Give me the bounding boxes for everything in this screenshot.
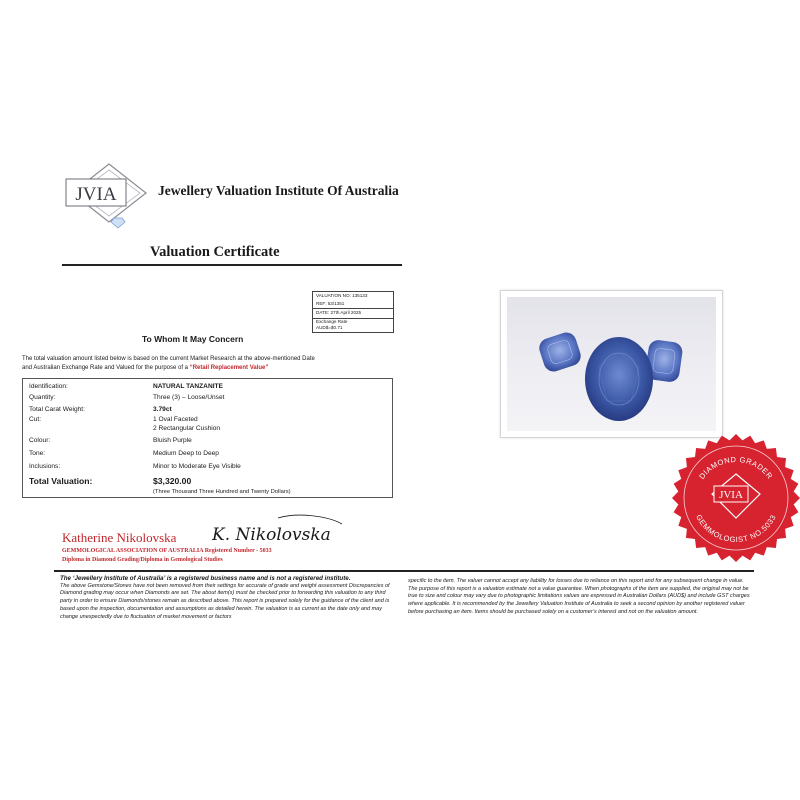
gemmologist-seal — [670, 432, 800, 564]
salutation: To Whom It May Concern — [142, 334, 244, 344]
seal-center-text: JVIA — [719, 489, 743, 501]
cut-value-2: 2 Rectangular Cushion — [153, 425, 221, 432]
tone-value: Medium Deep to Deep — [153, 450, 219, 457]
exchange-label: Exchange Rate — [313, 318, 393, 326]
reference: REF: 53/1351 — [316, 300, 345, 306]
registration-line: GEMMOLOGICAL ASSOCIATION OF AUSTRALIA Registered Number - 5033 — [62, 548, 272, 554]
quantity-value: Three (3) – Loose/Unset — [153, 394, 225, 401]
handwritten-signature — [208, 510, 348, 550]
valuation-info-box — [312, 291, 394, 333]
valuation-date: DATE: 27th April 2025 — [313, 308, 393, 317]
inclusions-label: Inclusions: — [29, 463, 61, 470]
seal-bottom-text: GEMMOLOGIST NO.5033 — [694, 513, 778, 545]
title-divider — [62, 264, 402, 266]
intro-line-2: and Australian Exchange Rate and Valued for the purpose of a — [22, 364, 189, 371]
inclusions-value: Minor to Moderate Eye Visible — [153, 463, 241, 470]
gemstone-photo — [500, 290, 723, 438]
total-valuation-label: Total Valuation: — [29, 476, 93, 486]
disclaimer-divider — [54, 570, 754, 572]
total-valuation-amount: $3,320.00 — [153, 476, 192, 486]
certificate-title: Valuation Certificate — [150, 244, 280, 260]
exchange-value: AUD$=$0.71 — [316, 324, 343, 330]
logo-text: JVIA — [75, 184, 117, 205]
gem-details-table — [22, 378, 393, 498]
intro-paragraph — [22, 355, 402, 372]
disclaimer-heading: The ‘Jewellery Institute of Australia’ is a registered business name and is not a registered institute. — [60, 575, 351, 582]
jvia-logo — [62, 160, 152, 230]
seal-top-text: DIAMOND GRADER — [697, 454, 775, 481]
valuer-name: Katherine Nikolovska — [62, 530, 177, 545]
disclaimer-right: specific to the item. The valuer cannot accept any liability for losses due to reliance on this report and for any subsequent change in value. The purpose of this report is a valuation estimate not a value guarantee. When photographs of the item are supplied, the original may not be true to size and colour may vary due to photographic limitations values are expressed in Australian Dollars (AUD$) and include GST charges where applicable. It is recommended by the Jewellery Valuation Institute of Australia to seek a second opinion by another registered valuer before purchasing an item. Items should be purchased solely on a customer’s interest and not on the valuation amount. — [408, 578, 750, 615]
gemstone-photo-image — [507, 297, 716, 431]
identification-label: Identification: — [29, 383, 68, 390]
valuation-number: VALUATION NO: 135133 — [316, 292, 368, 298]
disclaimer-left-body: The above Gemstone/Stones have not been removed from their settings for accurate of grade and weight assessment Discrepancies of Diamond grading may occur when Diamonds are set. The about item(s) must be checked prior to forwarding this valuation to any third party in order to ensure Diamonds/stones remain as described above. This report is prepared solely for the guidance of the client and is based upon the inspection, documentation and assumptions as detailed herein. The valuation is as current as the date only and may change unexpectedly due to fluctuation of market movement or factors — [60, 582, 390, 620]
total-valuation-words: (Three Thousand Three Hundred and Twenty Dollars) — [153, 489, 291, 495]
identification-value: NATURAL TANZANITE — [153, 383, 223, 390]
carat-label: Total Carat Weight: — [29, 406, 85, 413]
organisation-name: Jewellery Valuation Institute Of Australia — [158, 183, 399, 198]
disclaimer-left — [60, 575, 395, 621]
signature-script: K. Nikolovska — [212, 525, 331, 545]
colour-value: Bluish Purple — [153, 437, 192, 444]
cut-label: Cut: — [29, 416, 42, 423]
diploma-line: Diploma in Diamond Grading/Diploma in Gemological Studies — [62, 557, 223, 563]
retail-replacement-value: “Retail Replacement Value” — [189, 364, 269, 371]
carat-value: 3.79ct — [153, 406, 172, 413]
tone-label: Tone: — [29, 450, 46, 457]
colour-label: Colour: — [29, 437, 51, 444]
cut-value-1: 1 Oval Faceted — [153, 416, 198, 423]
intro-line-1: The total valuation amount listed below is based on the current Market Research at the above-mentioned Date — [22, 356, 315, 362]
quantity-label: Quantity: — [29, 394, 56, 401]
